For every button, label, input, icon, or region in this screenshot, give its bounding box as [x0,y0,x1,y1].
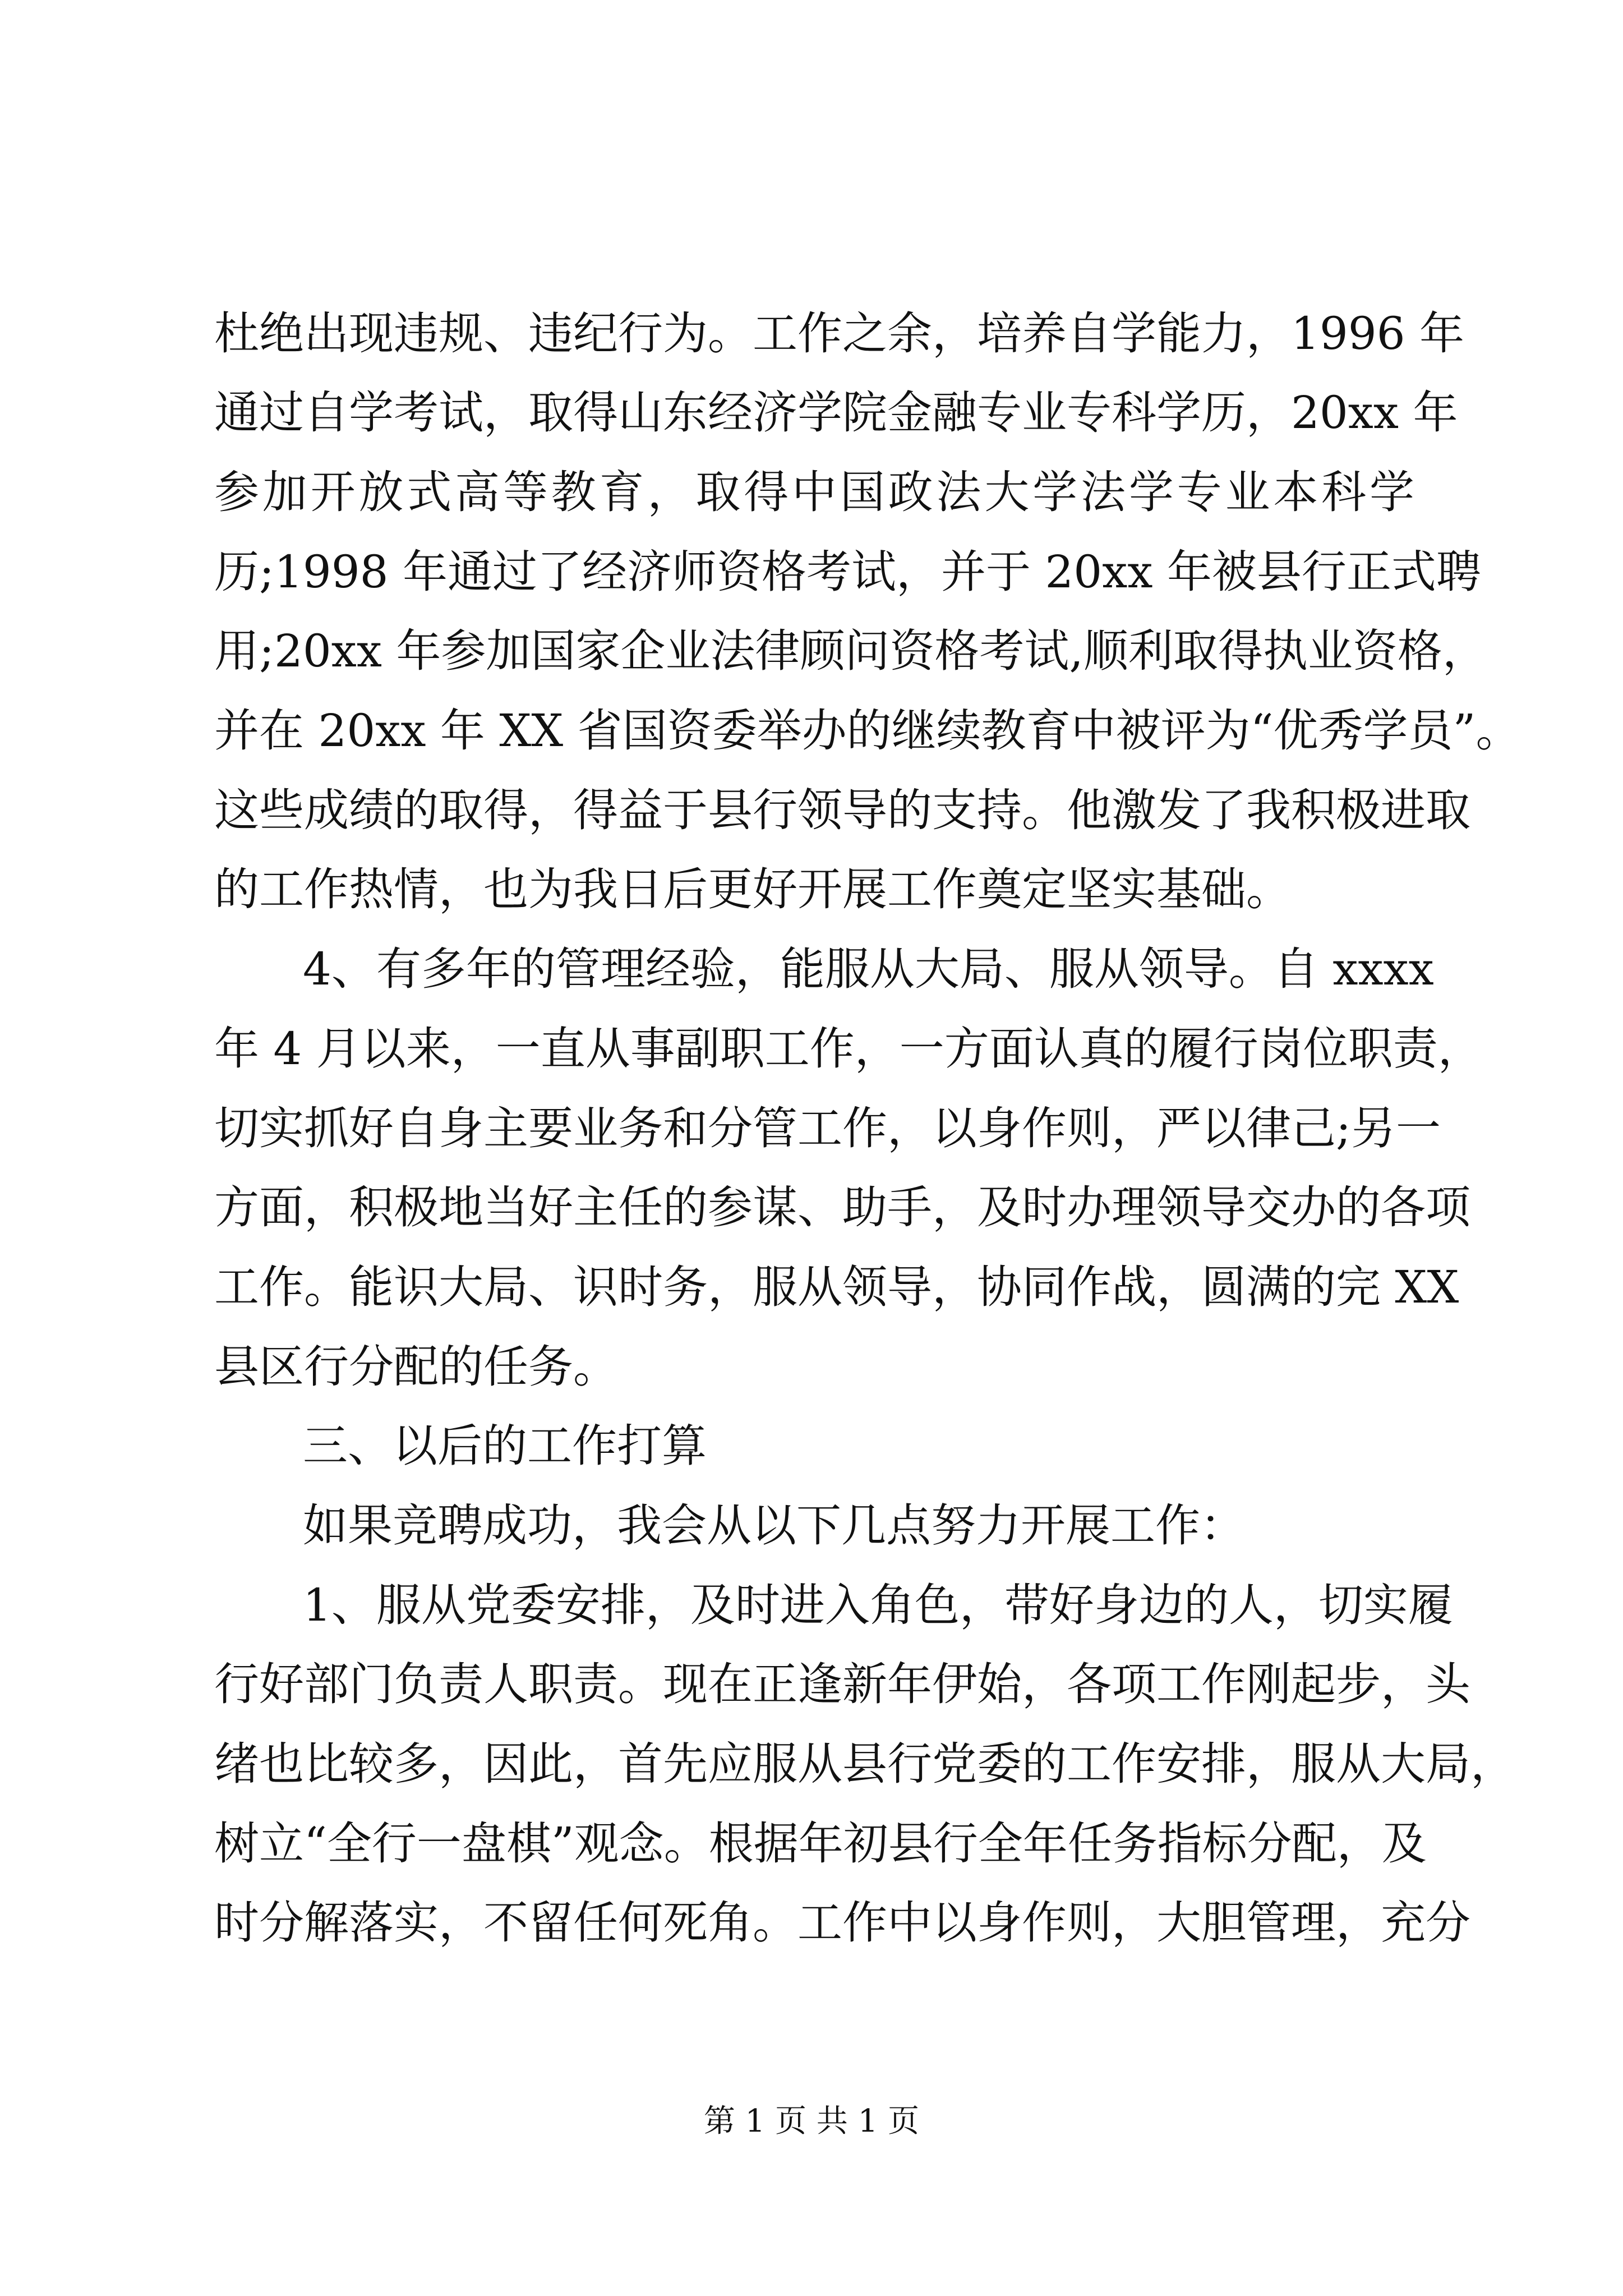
text-line: 这些成绩的取得，得益于县行领导的支持。他激发了我积极进取 [214,784,1470,836]
page-footer: 第 1 页 共 1 页 [703,2103,920,2139]
text-line: 县区行分配的任务。 [214,1341,618,1393]
section-heading: 三、以后的工作打算 [303,1420,707,1472]
text-line: 的工作热情，也为我日后更好开展工作奠定坚实基础。 [214,863,1291,915]
text-line: 方面，积极地当好主任的参谋、助手，及时办理领导交办的各项 [214,1181,1470,1234]
text-line: 切实抓好自身主要业务和分管工作，以身作则，严以律己;另一 [214,1102,1441,1154]
text-line: 绪也比较多，因此，首先应服从县行党委的工作安排，服从大局， [214,1738,1515,1790]
text-line: 时分解落实，不留任何死角。工作中以身作则，大胆管理，充分 [214,1897,1470,1949]
text-line: 年 4 月以来，一直从事副职工作，一方面认真的履行岗位职责， [214,1023,1483,1075]
text-line: 参加开放式高等教育，取得中国政法大学法学专业本科学 [214,466,1414,518]
text-line: 通过自学考试，取得山东经济学院金融专业专科学历，20xx 年 [214,386,1458,439]
text-line: 行好部门负责人职责。现在正逢新年伊始，各项工作刚起步，头 [214,1658,1470,1710]
text-line: 历;1998 年通过了经济师资格考试，并于 20xx 年被县行正式聘 [214,546,1481,598]
text-line: 1、服从党委安排，及时进入角色，带好身边的人，切实履 [303,1579,1453,1631]
text-line: 杜绝出现违规、违纪行为。工作之余，培养自学能力，1996 年 [214,307,1465,360]
text-line: 用;20xx 年参加国家企业法律顾问资格考试,顺利取得执业资格， [214,625,1487,677]
text-line: 工作。能识大局、识时务，服从领导，协同作战，圆满的完 XX [214,1261,1459,1313]
text-line: 树立“全行一盘棋”观念。根据年初县行全年任务指标分配，及 [214,1818,1427,1870]
text-line: 如果竞聘成功，我会从以下几点努力开展工作： [303,1499,1245,1552]
text-line: 4、有多年的管理经验，能服从大局、服从领导。自 xxxx [303,943,1434,995]
text-line: 并在 20xx 年 XX 省国资委举办的继续教育中被评为“优秀学员”。 [214,705,1521,757]
